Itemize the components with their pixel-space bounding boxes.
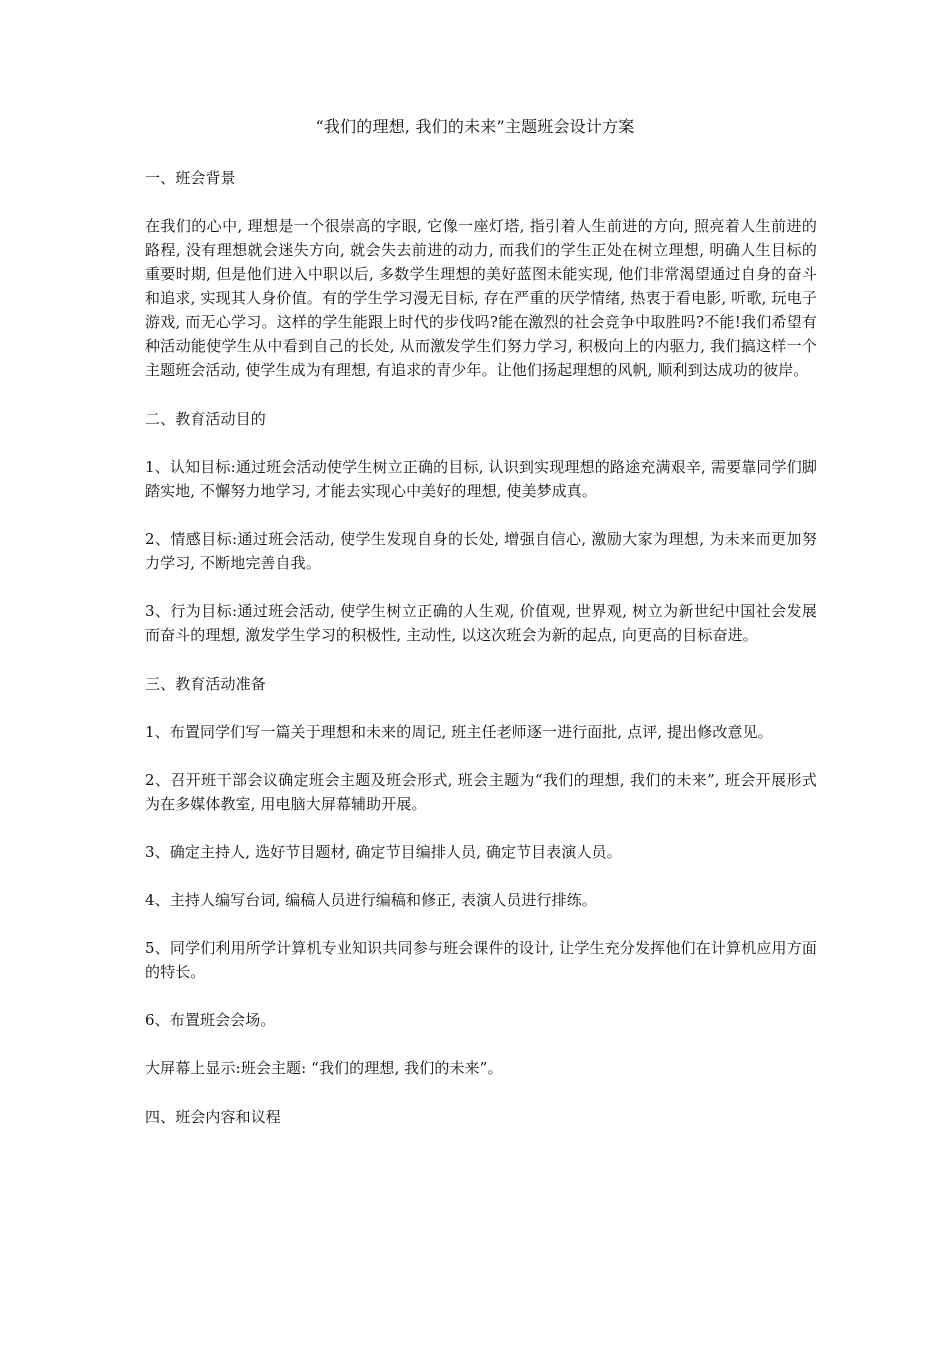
preparation-paragraph: 4、主持人编写台词, 编稿人员进行编稿和修正, 表演人员进行排练。 (145, 891, 597, 909)
screen-display-paragraph: 大屏幕上显示:班会主题: “我们的理想, 我们的未来”。 (145, 1059, 503, 1077)
section-heading-preparation: 三、教育活动准备 (145, 675, 266, 693)
background-paragraph: 在我们的心中, 理想是一个很崇高的字眼, 它像一座灯塔, 指引着人生前进的方向, 照亮着人生前进的路程, 没有理想就会迷失方向, 就会失去前进的动力, 而我们的学生正处在树立理想, 明确人生目标的重要时期, 但是他们进入中职以后, 多数学生理想的美好蓝图未能实现, 他们非常渴望通过自身的奋斗和追求, 实现其人身价值。有的学生学习漫无目标, 存在严重的厌学情绪, 热衷于看电影, 听歌, 玩电子游戏, 而无心学习。这样的学生能跟上时代的步伐吗?能在激烈的社会竞争中取胜吗?不能!我们希望有种活动能使学生从中看到自己的长处, 从而激发学生们努力学习, 积极向上的内驱力, 我们搞这样一个主题班会活动, 使学生成为有理想, 有追求的青少年。让他们扬起理想的风帆, 顺利到达成功的彼岸。 (145, 217, 817, 379)
preparation-paragraph: 1、布置同学们写一篇关于理想和未来的周记, 班主任老师逐一进行面批, 点评, 提出修改意见。 (145, 723, 773, 741)
preparation-paragraph: 5、同学们利用所学计算机专业知识共同参与班会课件的设计, 让学生充分发挥他们在计算机应用方面的特长。 (145, 939, 817, 981)
goal-paragraph: 2、情感目标:通过班会活动, 使学生发现自身的长处, 增强自信心, 激励大家为理想, 为未来而更加努力学习, 不断地完善自我。 (145, 530, 817, 572)
section-heading-goals: 二、教育活动目的 (145, 410, 266, 428)
goal-paragraph: 3、行为目标:通过班会活动, 使学生树立正确的人生观, 价值观, 世界观, 树立为新世纪中国社会发展而奋斗的理想, 激发学生学习的积极性, 主动性, 以这次班会为新的起点, 向更高的目标奋进。 (145, 602, 817, 644)
preparation-paragraph: 2、召开班干部会议确定班会主题及班会形式, 班会主题为“我们的理想, 我们的未来”, 班会开展形式为在多媒体教室, 用电脑大屏幕辅助开展。 (145, 771, 817, 813)
preparation-paragraph: 3、确定主持人, 选好节目题材, 确定节目编排人员, 确定节目表演人员。 (145, 843, 622, 861)
goal-paragraph: 1、认知目标:通过班会活动使学生树立正确的目标, 认识到实现理想的路途充满艰辛, 需要靠同学们脚踏实地, 不懈努力地学习, 才能去实现心中美好的理想, 使美梦成真。 (145, 458, 817, 500)
section-heading-agenda: 四、班会内容和议程 (145, 1108, 281, 1126)
document-body (145, 166, 817, 1129)
document-title: “我们的理想, 我们的未来”主题班会设计方案 (315, 117, 635, 136)
section-heading-background: 一、班会背景 (145, 169, 236, 187)
preparation-paragraph: 6、布置班会会场。 (145, 1011, 276, 1029)
